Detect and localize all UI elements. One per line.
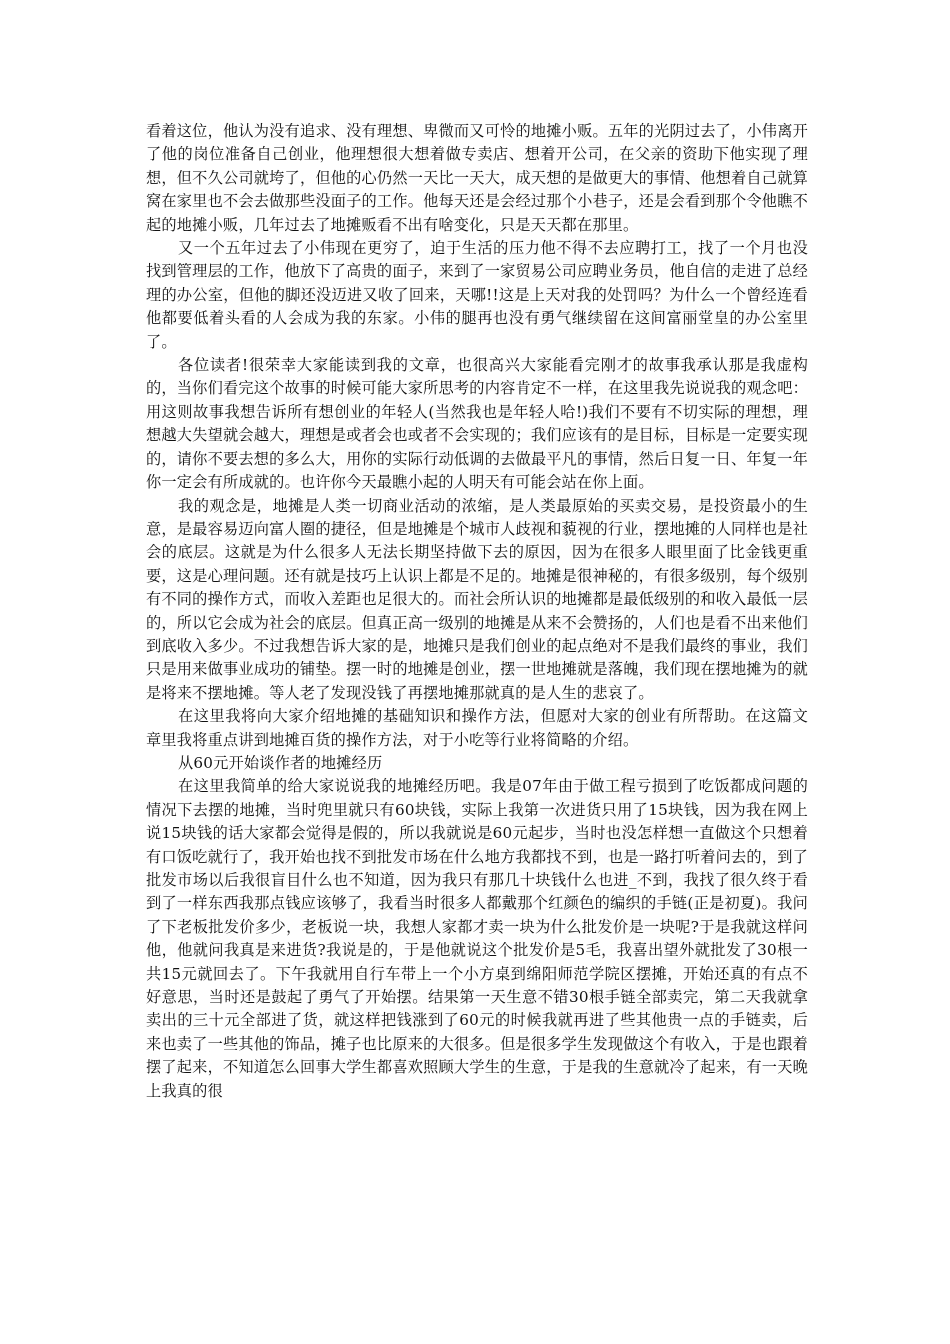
section-heading: 从60元开始谈作者的地摊经历 (178, 753, 383, 772)
paragraph-2: 又一个五年过去了小伟现在更穷了，迫于生活的压力他不得不去应聘打工，找了一个月也没找到管理层的工作，他放下了高贵的面子，来到了一家贸易公司应聘业务员，他自信的走进了总经理的办公室，但他的脚还没迈进又收了回来，天哪!!这是上天对我的处罚吗？为什么一个曾经连看他都要低着头看的人会成为我的东家。小伟的腿再也没有勇气继续留在这间富丽堂皇的办公室里了。 (146, 239, 808, 351)
paragraph-4: 我的观念是，地摊是人类一切商业活动的浓缩，是人类最原始的买卖交易，是投资最小的生意，是最容易迈向富人圈的捷径，但是地摊是个城市人歧视和藐视的行业，摆地摊的人同样也是社会的底层。这就是为什么很多人无法长期坚持做下去的原因，因为在很多人眼里面了比金钱更重要，这是心理问题。还有就是技巧上认识上都是不足的。地摊是很神秘的，有很多级别，每个级别有不同的操作方式，而收入差距也足很大的。而社会所认识的地摊都是最低级别的和收入最低一层的，所以它会成为社会的底层。但真正高一级别的地摊是从来不会赞扬的，人们也是看不出来他们到底收入多少。不过我想告诉大家的是，地摊只是我们创业的起点绝对不是我们最终的事业，我们只是用来做事业成功的铺垫。摆一时的地摊是创业，摆一世地摊就是落魄，我们现在摆地摊为的就是将来不摆地摊。等人老了发现没钱了再摆地摊那就真的是人生的悲哀了。 (146, 496, 808, 702)
paragraph-1: 看着这位，他认为没有追求、没有理想、卑微而又可怜的地摊小贩。五年的光阴过去了，小伟离开了他的岗位准备自己创业，他理想很大想着做专卖店、想着开公司，在父亲的资助下他实现了理想，但不久公司就垮了，但他的心仍然一天比一天大，成天想的是做更大的事情、他想着自己就算窝在家里也不会去做那些没面子的工作。他每天还是会经过那个小巷子，还是会看到那个令他瞧不起的地摊小贩，几年过去了地摊贩看不出有啥变化，只是天天都在那里。 (146, 122, 808, 234)
document-body (146, 120, 808, 1103)
paragraph-7: 在这里我简单的给大家说说我的地摊经历吧。我是07年由于做工程亏损到了吃饭都成问题的情况下去摆的地摊，当时兜里就只有60块钱，实际上我第一次进货只用了15块钱，因为我在网上说15块钱的话大家都会觉得是假的，所以我就说是60元起步，当时也没怎样想一直做这个只想着有口饭吃就行了，我开始也找不到批发市场在什么地方我都找不到，也是一路打听着问去的，到了批发市场以后我很盲目什么也不知道，因为我只有那几十块钱什么也进_不到，我找了很久终于看到了一样东西我那点钱应该够了，我看当时很多人都戴那个红颜色的编织的手链(正是初夏)。我问了下老板批发价多少，老板说一块，我想人家都才卖一块为什么批发价是一块呢?于是我就这样问他，他就问我真是来进货?我说是的，于是他就说这个批发价是5毛，我喜出望外就批发了30根一共15元就回去了。下午我就用自行车带上一个小方桌到绵阳师范学院区摆摊，开始还真的有点不好意思，当时还是鼓起了勇气了开始摆。结果第一天生意不错30根手链全部卖完，第二天我就拿卖出的三十元全部进了货，就这样把钱涨到了60元的时候我就再进了些其他贵一点的手链卖，后来也卖了一些其他的饰品，摊子也比原来的大很多。但是很多学生发现做这个有收入，于是也跟着摆了起来，不知道怎么回事大学生都喜欢照顾大学生的生意，于是我的生意就冷了起来，有一天晚上我真的很 (146, 777, 808, 1100)
paragraph-5: 在这里我将向大家介绍地摊的基础知识和操作方法，但愿对大家的创业有所帮助。在这篇文章里我将重点讲到地摊百货的操作方法，对于小吃等行业将简略的介绍。 (146, 707, 808, 749)
paragraph-3: 各位读者!很荣幸大家能读到我的文章，也很高兴大家能看完刚才的故事我承认那是我虚构的，当你们看完这个故事的时候可能大家所思考的内容肯定不一样，在这里我先说说我的观念吧：用这则故事我想告诉所有想创业的年轻人(当然我也是年轻人哈!)我们不要有不切实际的理想，理想越大失望就会越大，理想是或者会也或者不会实现的；我们应该有的是目标，目标是一定要实现的，请你不要去想的多么大，用你的实际行动低调的去做最平凡的事情，然后日复一日、年复一年你一定会有所成就的。也许你今天最瞧小起的人明天有可能会站在你上面。 (146, 356, 808, 492)
